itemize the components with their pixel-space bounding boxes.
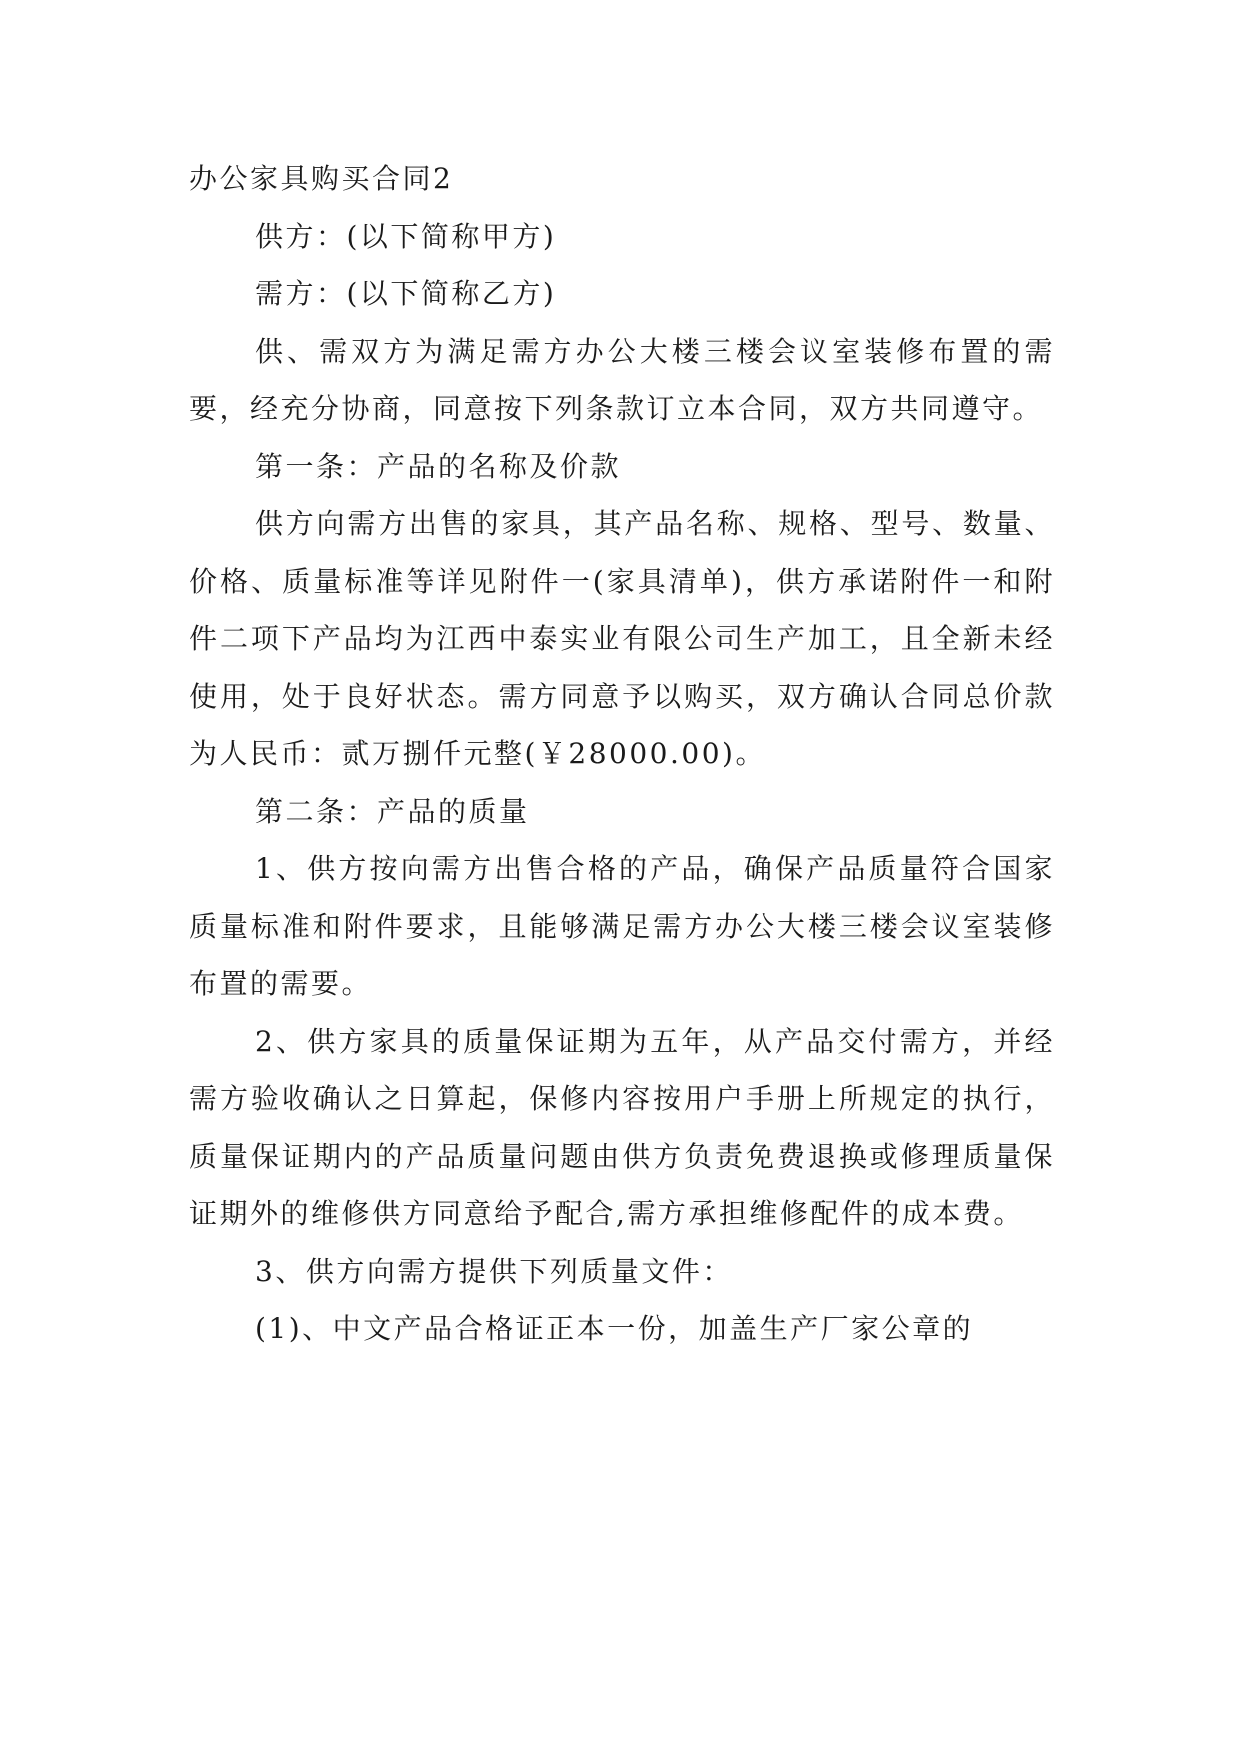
article-2-clause-1: 1、供方按向需方出售合格的产品，确保产品质量符合国家质量标准和附件要求，且能够满足需方办公大楼三楼会议室装修布置的需要。 [189, 852, 1055, 1000]
article-2-clause-3: 3、供方向需方提供下列质量文件： [255, 1254, 733, 1288]
paragraph-supplier: 供方：(以下简称甲方) [255, 219, 557, 253]
paragraph-buyer: 需方：(以下简称乙方) [255, 277, 557, 310]
article-1-heading: 第一条：产品的名称及价款 [255, 449, 622, 483]
document-title: 办公家具购买合同2 [189, 162, 454, 195]
document-page [189, 150, 1055, 1358]
article-2-clause-2: 2、供方家具的质量保证期为五年，从产品交付需方，并经需方验收确认之日算起，保修内容按用户手册上所规定的执行，质量保证期内的产品质量问题由供方负责免费退换或修理质量保证期外的维修供方同意给予配合,需方承担维修配件的成本费。 [189, 1024, 1055, 1230]
article-2-heading: 第二条：产品的质量 [255, 794, 530, 828]
article-2-clause-3-item-1: (1)、中文产品合格证正本一份，加盖生产厂家公章的 [255, 1312, 974, 1345]
paragraph-preamble: 供、需双方为满足需方办公大楼三楼会议室装修布置的需要，经充分协商，同意按下列条款订立本合同，双方共同遵守。 [189, 334, 1055, 425]
article-1-body: 供方向需方出售的家具，其产品名称、规格、型号、数量、价格、质量标准等详见附件一(家具清单)，供方承诺附件一和附件二项下产品均为江西中泰实业有限公司生产加工，且全新未经使用，处于良好状态。需方同意予以购买，双方确认合同总价款为人民币：贰万捌仟元整(￥28000.00)。 [189, 507, 1055, 770]
